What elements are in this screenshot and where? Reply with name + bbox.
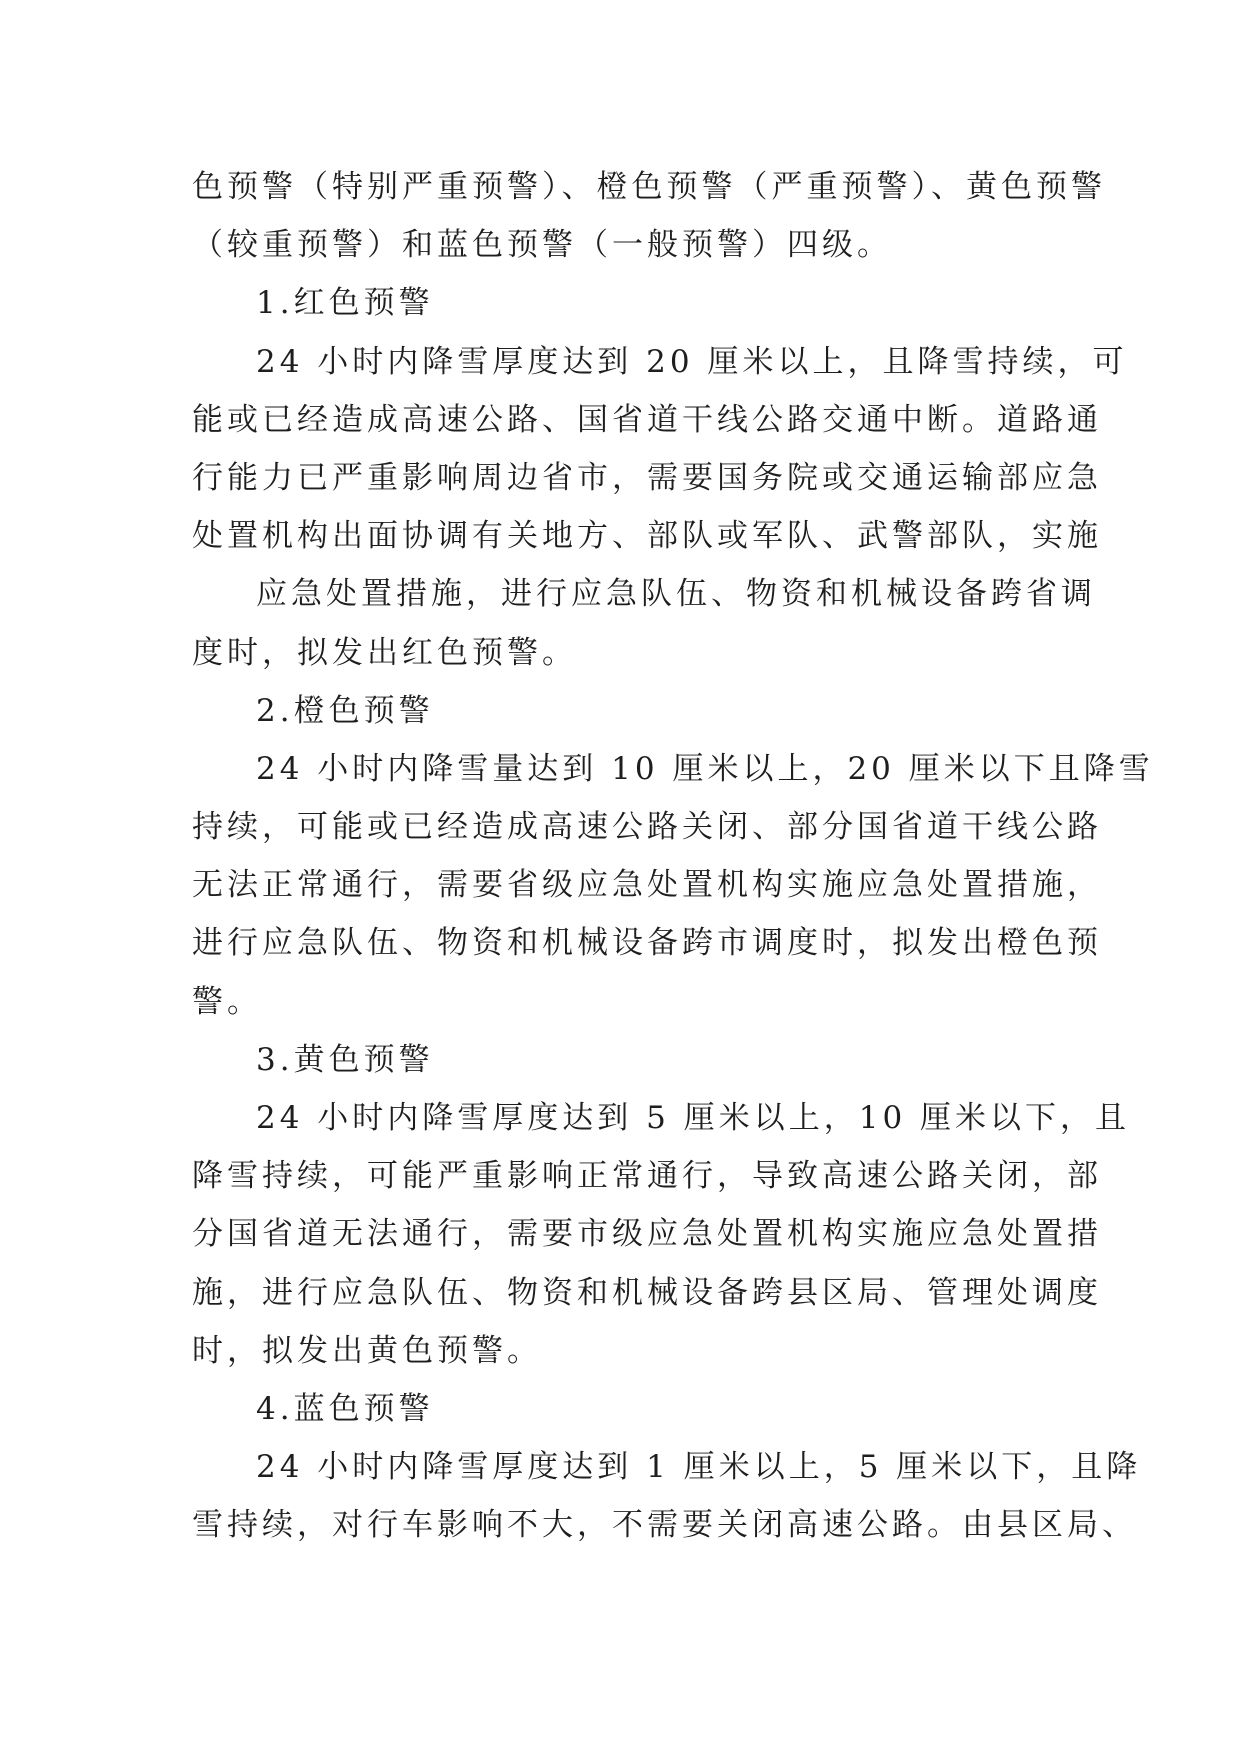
text-line: 色预警（特别严重预警）、橙色预警（严重预警）、黄色预警 <box>192 169 1106 205</box>
text-line: 雪持续，对行车影响不大，不需要关闭高速公路。由县区局、 <box>192 1507 1137 1544</box>
section-heading-yellow: 3.黄色预警 <box>256 1041 434 1078</box>
text-line: 度时，拟发出红色预警。 <box>192 634 577 671</box>
text-line: 施，进行应急队伍、物资和机械设备跨县区局、管理处调度 <box>192 1274 1102 1311</box>
section-heading-blue: 4.蓝色预警 <box>256 1390 434 1427</box>
text-line: 行能力已严重影响周边省市，需要国务院或交通运输部应急 <box>192 459 1102 496</box>
section-heading-red: 1.红色预警 <box>256 285 434 322</box>
text-line: 应急处置措施，进行应急队伍、物资和机械设备跨省调 <box>256 576 1096 613</box>
text-line: 时，拟发出黄色预警。 <box>192 1332 542 1369</box>
text-line: 警。 <box>192 983 262 1020</box>
text-line: 24 小时内降雪厚度达到 20 厘米以上，且降雪持续，可 <box>256 343 1128 380</box>
section-heading-orange: 2.橙色预警 <box>256 692 434 729</box>
text-line: 无法正常通行，需要省级应急处置机构实施应急处置措施， <box>192 867 1102 904</box>
document-body <box>192 158 1154 1555</box>
text-line: 能或已经造成高速公路、国省道干线公路交通中断。道路通 <box>192 401 1102 438</box>
text-line: 24 小时内降雪厚度达到 5 厘米以上，10 厘米以下，且 <box>256 1100 1131 1136</box>
text-line: 24 小时内降雪量达到 10 厘米以上，20 厘米以下且降雪 <box>256 750 1154 787</box>
text-line: 持续，可能或已经造成高速公路关闭、部分国省道干线公路 <box>192 809 1102 846</box>
text-line: （较重预警）和蓝色预警（一般预警）四级。 <box>192 227 892 264</box>
text-line: 24 小时内降雪厚度达到 1 厘米以上，5 厘米以下，且降 <box>256 1449 1142 1486</box>
text-line: 分国省道无法通行，需要市级应急处置机构实施应急处置措 <box>192 1216 1102 1253</box>
text-line: 降雪持续，可能严重影响正常通行，导致高速公路关闭，部 <box>192 1158 1102 1195</box>
text-line: 进行应急队伍、物资和机械设备跨市调度时，拟发出橙色预 <box>192 925 1102 962</box>
text-line: 处置机构出面协调有关地方、部队或军队、武警部队，实施 <box>192 518 1102 555</box>
